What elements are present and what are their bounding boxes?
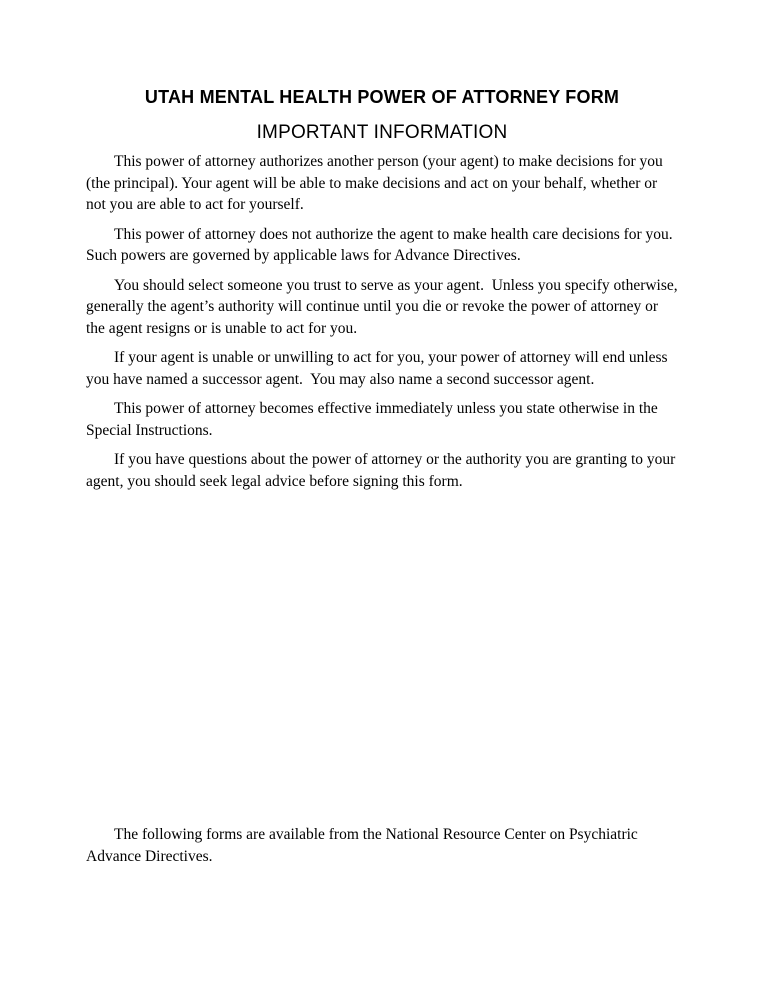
closing-paragraph: The following forms are available from the National Resource Center on Psychiatric Advance Directives. bbox=[86, 826, 641, 865]
paragraph: You should select someone you trust to serve as your agent. Unless you specify otherwise, generally the agent’s authority will continue until you die or revoke the power of attorney or the agent resigns or is unable to act for you. bbox=[86, 276, 682, 337]
document-subtitle: IMPORTANT INFORMATION bbox=[256, 122, 508, 143]
paragraph: If your agent is unable or unwilling to act for you, your power of attorney will end unless you have named a successor agent. You may also name a second successor agent. bbox=[86, 349, 672, 388]
document-title: UTAH MENTAL HEALTH POWER OF ATTORNEY FORM bbox=[144, 87, 620, 107]
paragraph: This power of attorney authorizes another person (your agent) to make decisions for you (the principal). Your agent will be able to make decisions and act on your behalf, whether or not you are able to act for yourself. bbox=[86, 153, 667, 213]
paragraph: This power of attorney does not authorize the agent to make health care decisions for you. Such powers are governed by applicable laws for Advance Directives. bbox=[86, 225, 677, 264]
paragraph: If you have questions about the power of attorney or the authority you are granting to your agent, you should seek legal advice before signing this form. bbox=[86, 451, 680, 490]
paragraph: This power of attorney becomes effective immediately unless you state otherwise in the Special Instructions. bbox=[86, 400, 662, 439]
document-body bbox=[86, 151, 682, 867]
